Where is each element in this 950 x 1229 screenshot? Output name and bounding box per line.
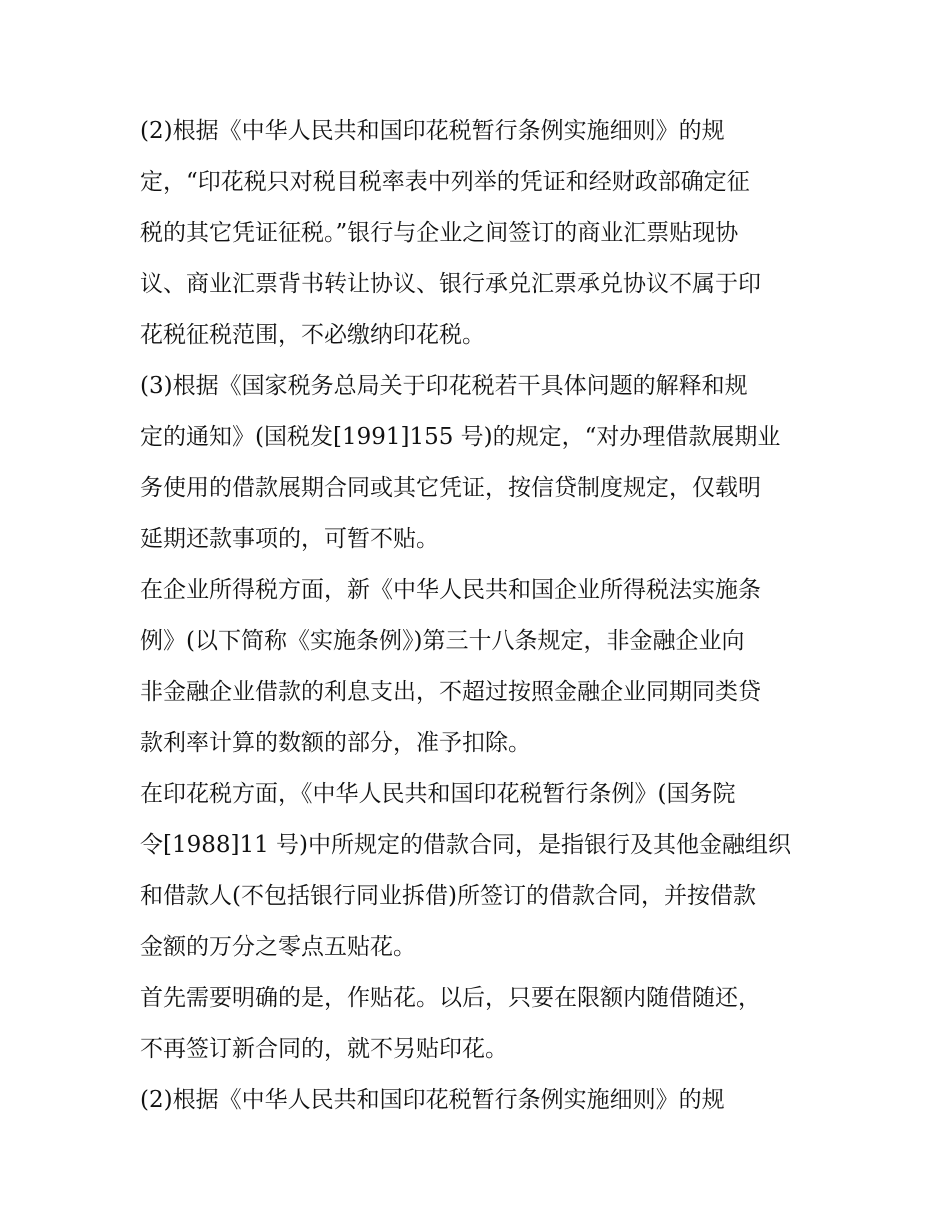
text-line: 和借款人(不包括银行同业拆借)所签订的借款合同，并按借款 <box>140 883 756 909</box>
text-line: (3)根据《国家税务总局关于印花税若干具体问题的解释和规 <box>140 373 748 399</box>
paragraph-enterprise-income-tax <box>140 565 812 769</box>
text-line: (2)根据《中华人民共和国印花税暂行条例实施细则》的规 <box>140 1087 725 1113</box>
text-line: 定的通知》(国税发[1991]155 号)的规定，“对办理借款展期业 <box>140 424 781 450</box>
paragraph-stamp-tax-loan-contract <box>140 769 812 973</box>
paragraph-stamp-tax-detailed-rules-repeat <box>140 1075 812 1126</box>
text-line: 款利率计算的数额的部分，准予扣除。 <box>140 730 531 756</box>
text-line: 不再签订新合同的，就不另贴印花。 <box>140 1036 508 1062</box>
paragraph-stamp-within-limit <box>140 973 812 1075</box>
text-line: 花税征税范围，不必缴纳印花税。 <box>140 322 485 348</box>
text-line: 议、商业汇票背书转让协议、银行承兑汇票承兑协议不属于印 <box>140 271 761 297</box>
text-line: 在印花税方面，《中华人民共和国印花税暂行条例》(国务院 <box>140 781 736 807</box>
text-line: 首先需要明确的是，作贴花。以后，只要在限额内随借随还， <box>140 985 761 1011</box>
document-page <box>140 106 812 1126</box>
text-line: 延期还款事项的，可暂不贴。 <box>140 526 439 552</box>
text-line: 务使用的借款展期合同或其它凭证，按信贷制度规定，仅载明 <box>140 475 761 501</box>
paragraph-stamp-tax-detailed-rules <box>140 106 812 361</box>
text-line: 定，“印花税只对税目税率表中列举的凭证和经财政部确定征 <box>140 169 750 195</box>
text-line: 金额的万分之零点五贴花。 <box>140 934 416 960</box>
text-line: 非金融企业借款的利息支出，不超过按照金融企业同期同类贷 <box>140 679 761 705</box>
paragraph-loan-extension-notice <box>140 361 812 565</box>
text-line: (2)根据《中华人民共和国印花税暂行条例实施细则》的规 <box>140 118 725 144</box>
text-line: 在企业所得税方面，新《中华人民共和国企业所得税法实施条 <box>140 577 761 603</box>
text-line: 例》(以下简称《实施条例》)第三十八条规定，非金融企业向 <box>140 628 745 654</box>
text-line: 税的其它凭证征税。”银行与企业之间签订的商业汇票贴现协 <box>140 220 739 246</box>
text-line: 令[1988]11 号)中所规定的借款合同，是指银行及其他金融组织 <box>140 832 792 858</box>
